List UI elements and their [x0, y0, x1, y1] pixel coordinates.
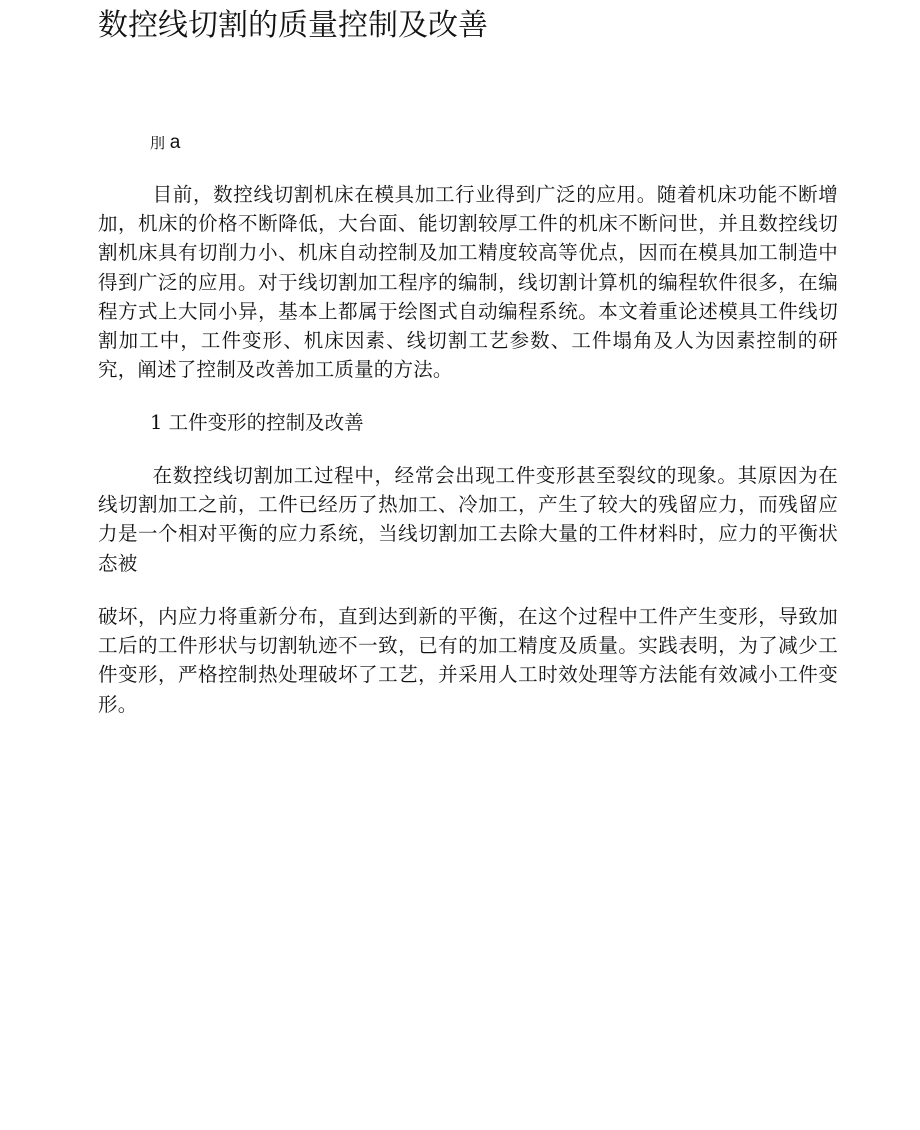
section-1-heading: 1 工件变形的控制及改善	[150, 411, 364, 434]
intro-paragraph: 目前，数控线切割机床在模具加工行业得到广泛的应用。随着机床功能不断增加，机床的价格不断降低，大台面、能切割较厚工件的机床不断问世，并且数控线切割机床具有切削力小、机床自动控制及加工精度较高等优点，因而在模具加工制造中得到广泛的应用。对于线切割加工程序的编制，线切割计算机的编程软件很多，在编程方式上大同小异，基本上都属于绘图式自动编程系统。本文着重论述模具工件线切割加工中，工件变形、机床因素、线切割工艺参数、工件塌角及人为因素控制的研究，阐述了控制及改善加工质量的方法。	[98, 183, 838, 382]
preface-heading-latin: a	[169, 132, 181, 153]
document-title: 数控线切割的质量控制及改善	[98, 8, 488, 43]
section-1-paragraph-1: 在数控线切割加工过程中，经常会出现工件变形甚至裂纹的现象。其原因为在线切割加工之前，工件已经历了热加工、冷加工，产生了较大的残留应力，而残留应力是一个相对平衡的应力系统，当线切割加工去除大量的工件材料时，应力的平衡状态被	[98, 464, 838, 575]
section-1-paragraph-2: 破坏，内应力将重新分布，直到达到新的平衡，在这个过程中工件产生变形，导致加工后的工件形状与切割轨迹不一致，已有的加工精度及质量。实践表明，为了减少工件变形，严格控制热处理破坏了工艺，并采用人工时效处理等方法能有效减小工件变形。	[98, 605, 838, 716]
preface-heading-cjk: 刖	[150, 134, 166, 152]
preface-heading	[150, 132, 180, 154]
